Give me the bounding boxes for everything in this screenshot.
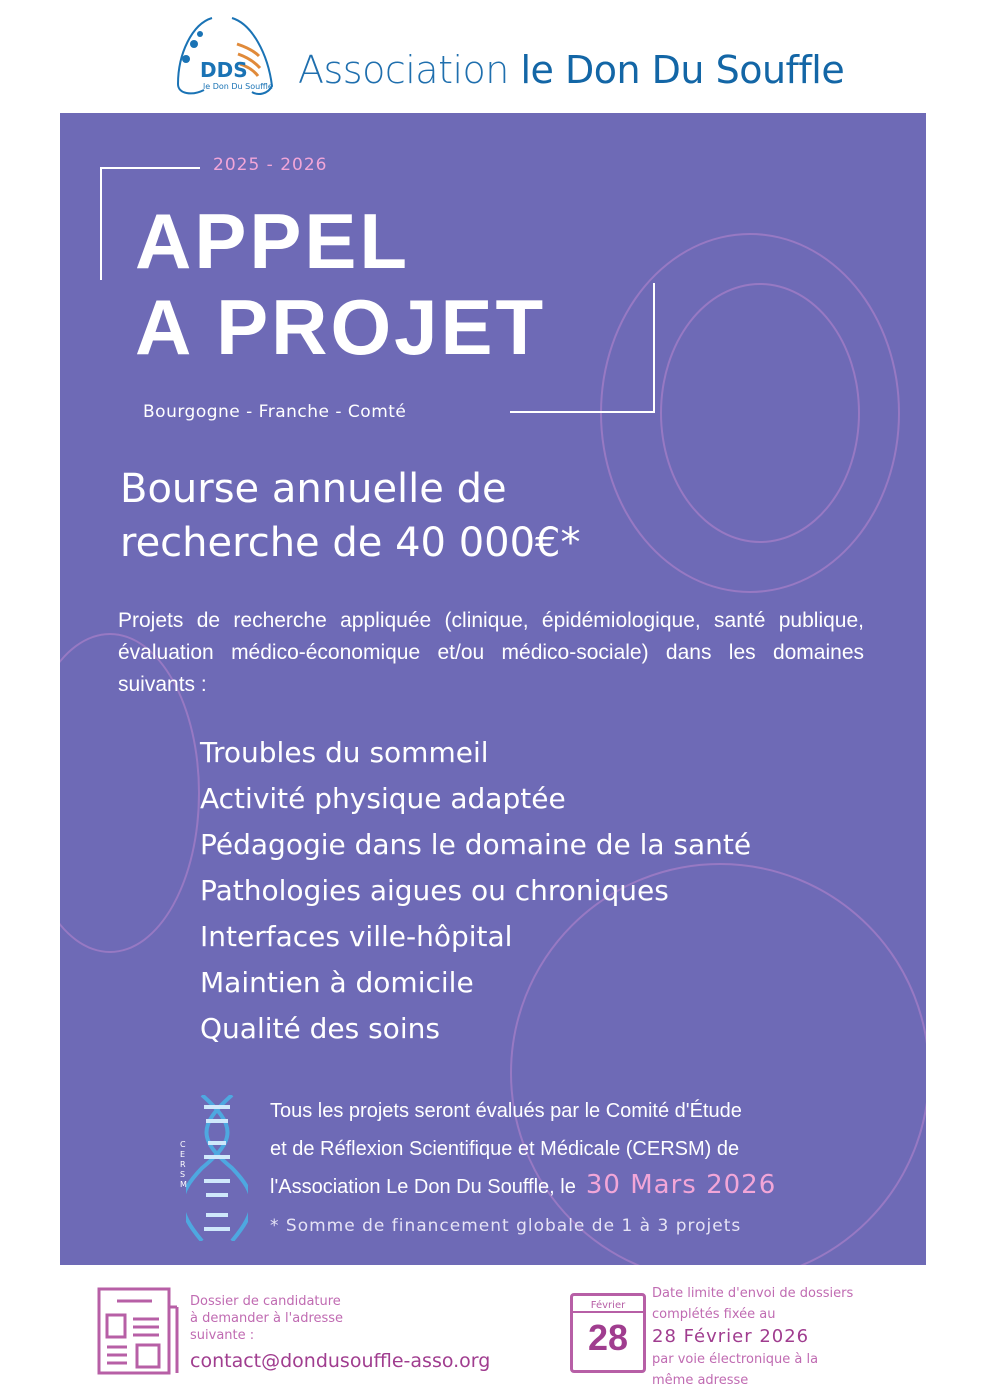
poster-title [135, 198, 546, 370]
instruction-line: suivante : [190, 1328, 255, 1343]
frame-line [510, 411, 655, 413]
frame-line [100, 167, 200, 169]
grant-heading [120, 462, 581, 570]
deadline-line: par voie électronique à la [652, 1352, 819, 1367]
grant-line: Bourse annuelle de [120, 466, 507, 512]
eval-line: Tous les projets seront évalués par le Comité d'Étude [270, 1100, 742, 1122]
calendar-day: 28 [587, 1317, 629, 1358]
evaluation-date: 30 Mars 2026 [585, 1170, 777, 1200]
instruction-line: à demander à l'adresse [190, 1311, 344, 1326]
domain-item: Interfaces ville-hôpital [200, 920, 513, 953]
newspaper-icon [97, 1287, 179, 1375]
title-line: A PROJET [135, 283, 547, 371]
org-prefix: Association [298, 48, 509, 92]
deadline-line: complétés fixée au [652, 1307, 776, 1322]
logo-subtitle: le Don Du Souffle [203, 82, 273, 91]
application-instructions [190, 1293, 343, 1344]
domain-item: Qualité des soins [200, 1012, 440, 1045]
title-line: APPEL [135, 197, 411, 285]
calendar-month: Février [573, 1300, 643, 1313]
deadline-date: 28 Février 2026 [652, 1326, 810, 1347]
domain-item: Pathologies aigues ou chroniques [200, 874, 669, 907]
frame-line [100, 167, 102, 280]
intro-text: Projets de recherche appliquée (clinique, épidémiologique, santé publique, évaluation médico-économique et/ou médico-sociale) dans les domaines suivants : [118, 609, 864, 696]
grant-line: recherche de 40 000€* [120, 520, 581, 566]
deadline-text [652, 1283, 892, 1391]
cersm-label: C E R S M [180, 1140, 187, 1189]
org-name [298, 48, 844, 92]
domain-list [200, 730, 751, 1052]
domain-item: Pédagogie dans le domaine de la santé [200, 828, 752, 861]
eval-line: l'Association Le Don Du Souffle, le [270, 1176, 576, 1198]
frame-line [653, 283, 655, 413]
domain-item: Maintien à domicile [200, 966, 474, 999]
contact-email-link[interactable]: contact@dondusouffle-asso.org [190, 1350, 491, 1372]
years: 2025 - 2026 [213, 155, 328, 175]
deadline-line: même adresse [652, 1373, 749, 1388]
region: Bourgogne - Franche - Comté [143, 402, 407, 422]
logo-text: DDS [200, 58, 248, 82]
dna-icon [186, 1095, 248, 1241]
domain-item: Troubles du sommeil [200, 736, 489, 769]
org-name-bold: le Don Du Souffle [520, 48, 845, 92]
eval-line: et de Réflexion Scientifique et Médicale (CERSM) de [270, 1138, 740, 1160]
deadline-line: Date limite d'envoi de dossiers [652, 1286, 854, 1301]
instruction-line: Dossier de candidature [190, 1294, 341, 1309]
domain-item: Activité physique adaptée [200, 782, 566, 815]
funding-note: * Somme de financement globale de 1 à 3 projets [270, 1216, 742, 1236]
brain-illustration-inner [660, 283, 860, 543]
evaluation-text [270, 1092, 776, 1206]
